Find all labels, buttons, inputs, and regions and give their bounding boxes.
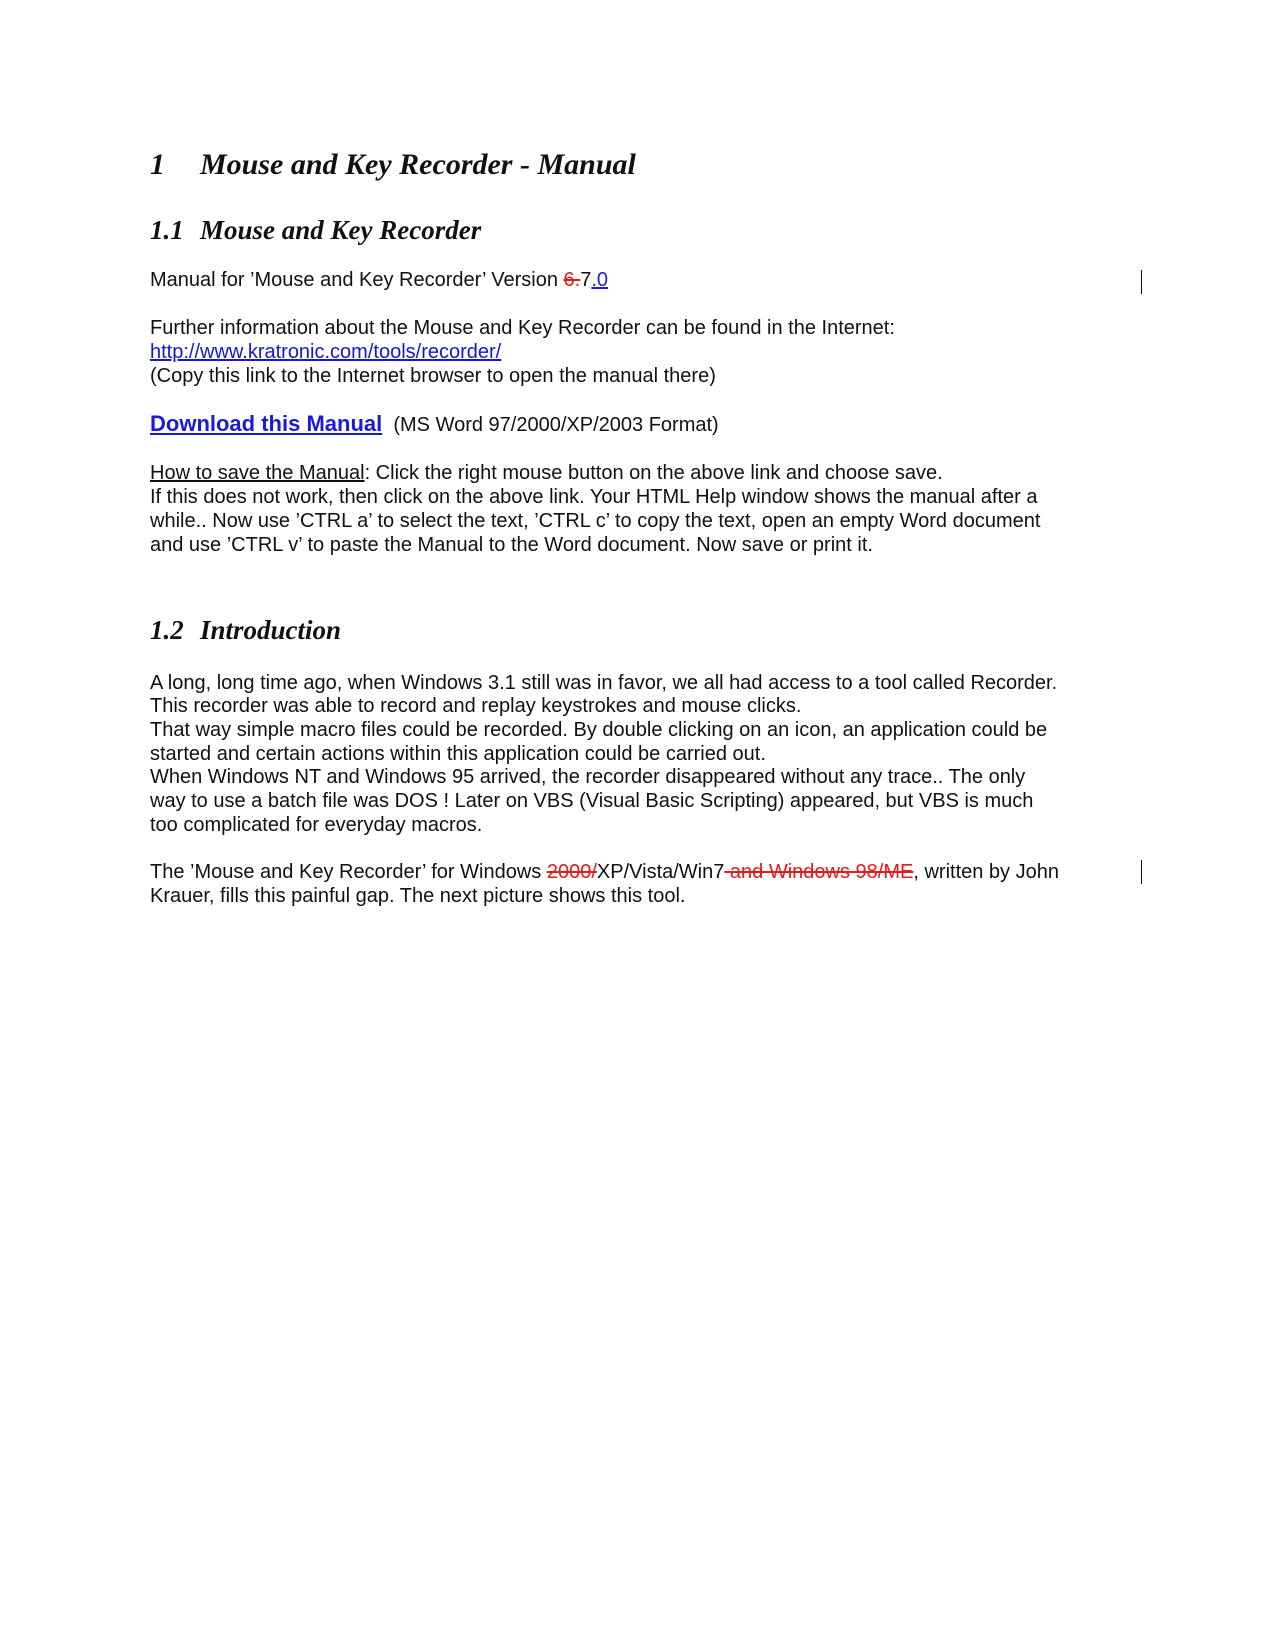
intro-line: A long, long time ago, when Windows 3.1 still was in favor, we all had access to a tool called Recorder. [150,672,1058,694]
closing-line: Krauer, fills this painful gap. The next picture shows this tool. [150,885,686,907]
heading-1 [150,148,636,182]
version-prefix: Manual for ’Mouse and Key Recorder’ Version [150,269,564,291]
save-line-1 [150,461,943,485]
windows-line [150,860,1059,884]
heading-number: 1.1 [150,215,184,245]
deleted-text: and Windows 98/ME [724,861,914,883]
windows-suffix: , written by John [913,861,1059,883]
version-number: 7 [580,269,592,291]
download-line [150,412,719,437]
version-line [150,268,608,292]
download-format: (MS Word 97/2000/XP/2003 Format) [393,414,719,436]
info-line: Further information about the Mouse and Key Recorder can be found in the Internet: [150,317,895,339]
windows-versions: XP/Vista/Win7 [596,861,725,883]
save-text: : Click the right mouse button on the above link and choose save. [364,462,943,484]
heading-title: Introduction [200,615,342,645]
intro-line: too complicated for everyday macros. [150,814,483,836]
intro-line: That way simple macro files could be recorded. By double clicking on an icon, an application could be [150,719,1048,741]
intro-line: When Windows NT and Windows 95 arrived, the recorder disappeared without any trace.. The only [150,766,1026,788]
windows-prefix: The ’Mouse and Key Recorder’ for Windows [150,861,547,883]
heading-1-1 [150,215,481,246]
heading-1-2 [150,615,341,646]
deleted-text: 2000/ [546,861,597,883]
intro-line: way to use a batch file was DOS ! Later on VBS (Visual Basic Scripting) appeared, but VBS is much [150,790,1034,812]
revision-change-bar [1141,860,1142,884]
download-manual-link[interactable]: Download this Manual [150,411,383,436]
heading-number: 1 [150,148,165,181]
info-url-link[interactable]: http://www.kratronic.com/tools/recorder/ [150,341,502,363]
save-line-4: and use ’CTRL v’ to paste the Manual to the Word document. Now save or print it. [150,534,873,556]
inserted-text: .0 [591,269,609,291]
save-label: How to save the Manual [150,462,365,484]
intro-line: This recorder was able to record and replay keystrokes and mouse clicks. [150,695,802,717]
intro-line: started and certain actions within this application could be carried out. [150,743,766,765]
copy-note: (Copy this link to the Internet browser to open the manual there) [150,365,716,387]
heading-number: 1.2 [150,615,184,645]
save-line-2: If this does not work, then click on the above link. Your HTML Help window shows the manual after a [150,486,1038,508]
heading-title: Mouse and Key Recorder - Manual [200,148,636,181]
revision-change-bar [1141,270,1142,294]
heading-title: Mouse and Key Recorder [200,215,482,245]
save-line-3: while.. Now use ’CTRL a’ to select the text, ’CTRL c’ to copy the text, open an empty Word document [150,510,1041,532]
deleted-text: 6. [563,269,581,291]
info-url-line [150,340,501,364]
